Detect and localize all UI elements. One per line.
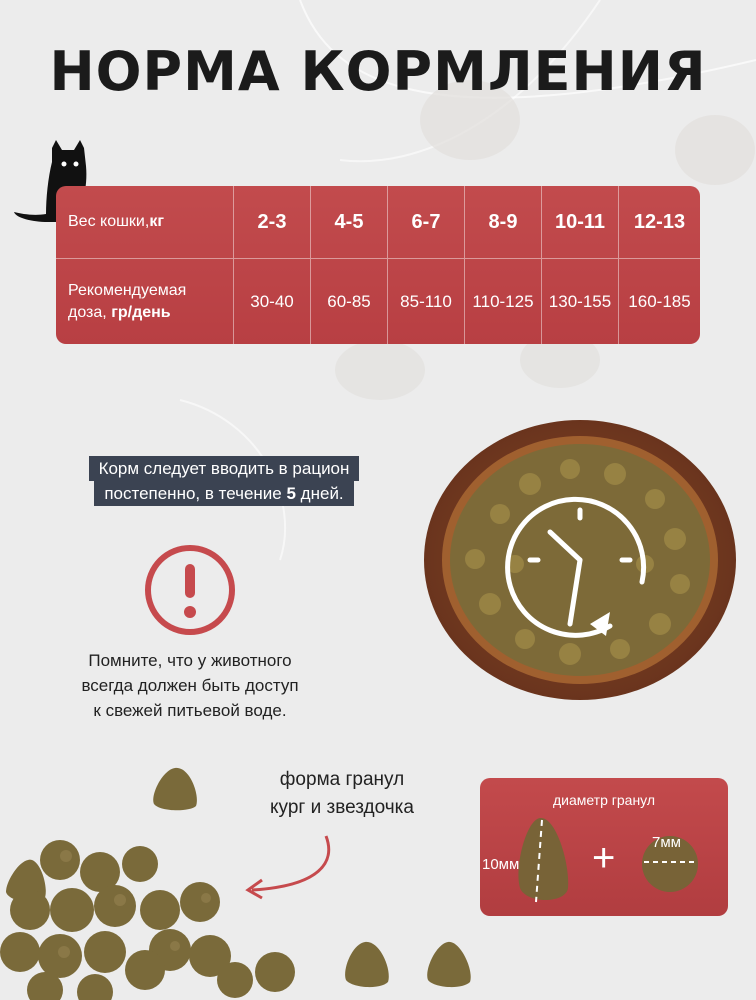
reminder-line: всегда должен быть доступ xyxy=(81,676,299,695)
page-title: НОРМА КОРМЛЕНИЯ xyxy=(49,40,707,103)
note-text-end: дней. xyxy=(295,484,344,503)
dose-cell: 30-40 xyxy=(233,259,310,344)
weight-cell: 8-9 xyxy=(464,186,541,258)
reminder-line: Помните, что у животного xyxy=(88,651,292,670)
note-line-1: Корм следует вводить в рацион xyxy=(89,456,360,481)
food-bowl-image xyxy=(420,414,740,704)
weight-cell: 12-13 xyxy=(618,186,700,258)
feeding-table xyxy=(56,186,700,344)
small-size-label: 7мм xyxy=(652,834,681,851)
dose-unit: гр/день xyxy=(111,303,171,321)
water-reminder xyxy=(30,648,350,723)
large-size-label: 10мм xyxy=(482,856,520,873)
note-text: постепенно, в течение xyxy=(104,484,287,503)
reminder-line: к свежей питьевой воде. xyxy=(93,701,287,720)
weight-label: Вес кошки, xyxy=(68,213,150,230)
shape-line: форма гранул xyxy=(279,769,405,790)
note-line-2 xyxy=(94,481,353,506)
weight-cell: 6-7 xyxy=(387,186,464,258)
note-days: 5 xyxy=(286,484,296,503)
plus-sign: + xyxy=(592,836,616,880)
dose-cell: 160-185 xyxy=(618,259,700,344)
weight-row xyxy=(56,186,700,259)
weight-cell: 4-5 xyxy=(310,186,387,258)
warning-icon xyxy=(142,542,238,638)
dose-cell: 110-125 xyxy=(464,259,541,344)
dose-label: Рекомендуемая xyxy=(68,281,187,299)
weight-cell: 10-11 xyxy=(541,186,618,258)
transition-note xyxy=(56,456,392,506)
diameter-title: диаметр гранул xyxy=(552,792,656,808)
dose-cell: 60-85 xyxy=(310,259,387,344)
shape-line: кург и звездочка xyxy=(270,797,414,818)
dose-label-2: доза, xyxy=(68,303,112,321)
dose-header xyxy=(56,259,233,344)
weight-unit: кг xyxy=(149,213,164,230)
weight-cell: 2-3 xyxy=(233,186,310,258)
dose-cell: 85-110 xyxy=(387,259,464,344)
dose-row xyxy=(56,259,700,344)
dose-cell: 130-155 xyxy=(541,259,618,344)
kibble-pile-image xyxy=(0,760,756,1000)
weight-header xyxy=(56,186,233,258)
